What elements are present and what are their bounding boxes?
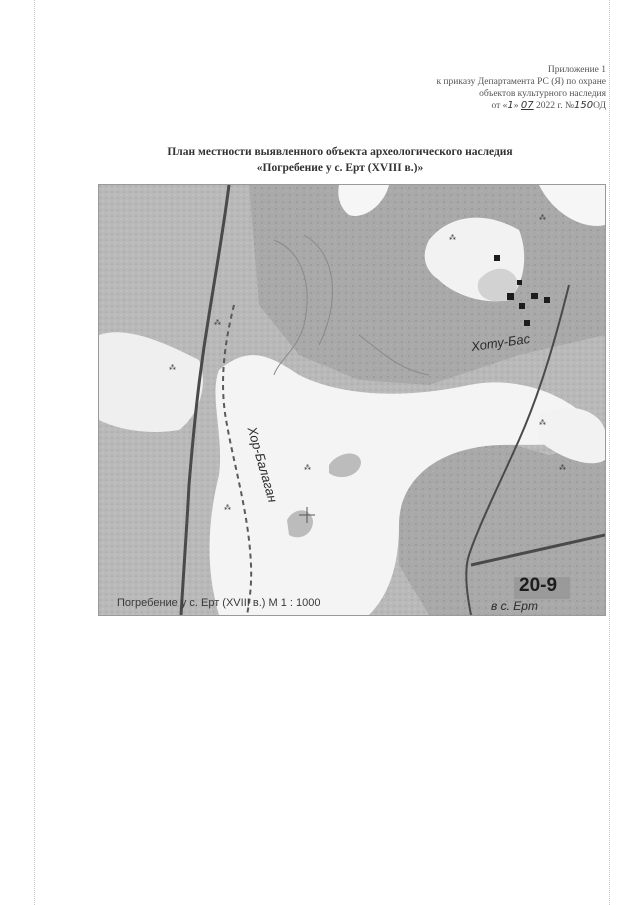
building-5 <box>524 320 530 326</box>
map-scale-caption: Погребение у с. Ерт (XVIII в.) М 1 : 1000 <box>117 597 321 609</box>
date-year: 2022 г. № <box>533 101 575 111</box>
date-mid: » <box>513 101 521 111</box>
label-river-west: Хор-Балаган <box>244 425 281 505</box>
building-2 <box>519 303 525 309</box>
tree-7: ⁂ <box>539 419 546 427</box>
page-edge-left <box>34 0 35 905</box>
label-settlement: в с. Ерт <box>491 599 538 613</box>
date-month: 07 <box>520 100 534 111</box>
building-4 <box>544 297 550 303</box>
order-suffix: ОД <box>593 101 606 111</box>
order-number: 150 <box>574 100 594 111</box>
appendix-line-2: к приказу Департамента РС (Я) по охране <box>436 77 606 87</box>
document-title <box>60 144 620 176</box>
title-line-1: План местности выявленного объекта археологического наследия <box>167 146 513 158</box>
appendix-block <box>436 64 606 112</box>
date-day: 1 <box>507 100 514 111</box>
appendix-line-3: объектов культурного наследия <box>479 89 606 99</box>
date-prefix: от « <box>491 101 508 111</box>
tree-8: ⁂ <box>559 464 566 472</box>
tree-3: ⁂ <box>214 319 221 327</box>
building-1 <box>507 293 514 300</box>
site-map <box>98 184 606 616</box>
tree-4: ⁂ <box>169 364 176 372</box>
appendix-line-1: Приложение 1 <box>547 65 606 75</box>
building-6 <box>494 255 500 261</box>
tree-2: ⁂ <box>539 214 546 222</box>
tree-5: ⁂ <box>304 464 311 472</box>
title-line-2: «Погребение у с. Ерт (XVIII в.)» <box>256 162 424 174</box>
label-river-east: Хоту-Бас <box>470 330 531 355</box>
tree-6: ⁂ <box>224 504 231 512</box>
tree-1: ⁂ <box>449 234 456 242</box>
label-road-number: 20-9 <box>519 575 558 596</box>
building-3 <box>531 293 538 299</box>
map-drawing <box>99 185 605 615</box>
appendix-line-4 <box>436 100 606 112</box>
building-7 <box>517 280 522 285</box>
page-edge-right <box>609 0 610 905</box>
